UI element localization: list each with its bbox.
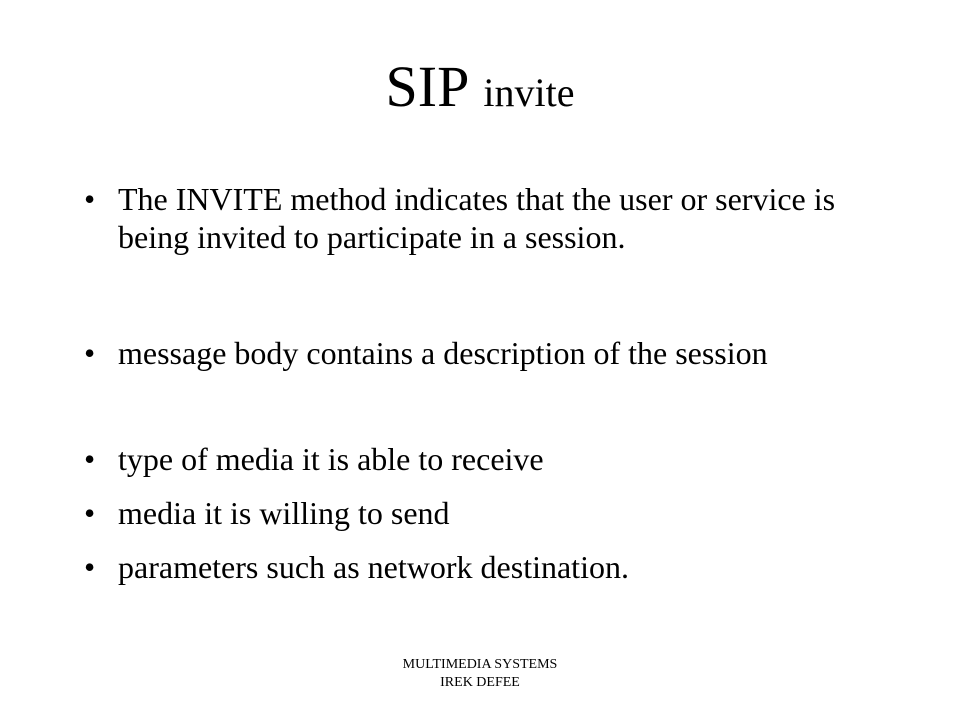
title-subtitle: invite	[483, 70, 575, 115]
bullet-text: parameters such as network destination.	[118, 549, 629, 585]
bullet-item	[84, 440, 884, 478]
bullet-text: The INVITE method indicates that the user or service is being invited to participate in a session.	[118, 181, 836, 255]
bullet-item	[84, 548, 884, 586]
bullet-dot: •	[84, 495, 96, 531]
bullet-dot: •	[84, 181, 96, 217]
bullet-dot: •	[84, 335, 96, 371]
bullet-dot: •	[84, 441, 96, 477]
slide-title	[0, 54, 960, 119]
slide-footer	[0, 656, 960, 692]
bullet-item	[84, 494, 884, 532]
footer-line-2: IREK DEFEE	[440, 675, 520, 690]
title-main: SIP	[385, 54, 470, 119]
bullet-dot: •	[84, 549, 96, 585]
footer-line-1: MULTIMEDIA SYSTEMS	[402, 657, 558, 672]
bullet-text: type of media it is able to receive	[118, 441, 544, 477]
bullet-text: message body contains a description of the session	[118, 335, 768, 371]
bullet-text: media it is willing to send	[118, 495, 450, 531]
bullet-item	[84, 180, 884, 256]
bullet-item	[84, 334, 884, 372]
